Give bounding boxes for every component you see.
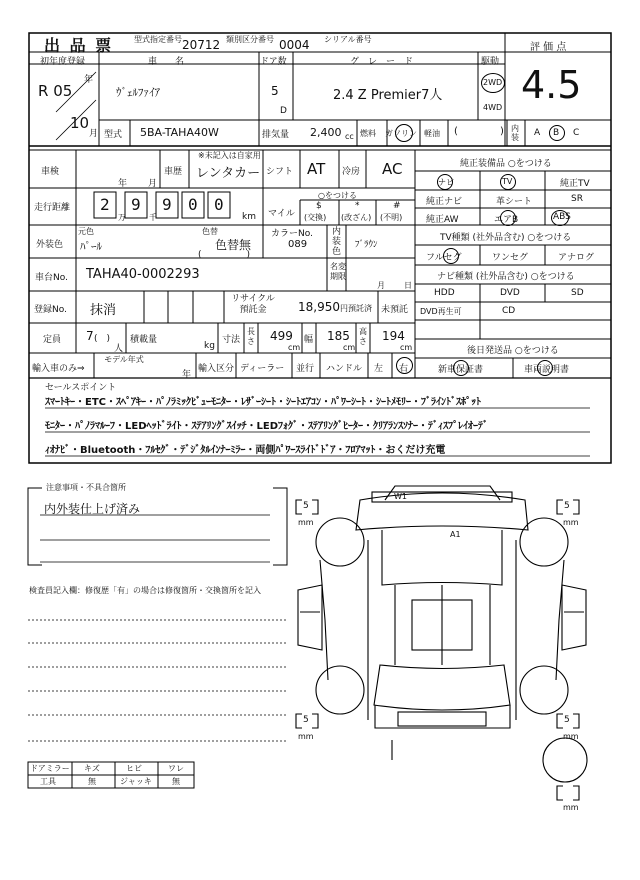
sales-line-1: ｽﾏｰﾄｷｰ・ETC・ｽﾍﾟｱｷｰ・ﾊﾟﾉﾗﾐｯｸﾋﾞｭｰﾓﾆﾀｰ・ﾚｻﾞｰｼｰﾄ・ｼｰﾄｴｱｺﾝ・ﾊﾟﾜｰｼｰﾄ・ｼｰﾄﾒﾓﾘｰ・ﾌﾞﾗｲﾝﾄﾞｽﾎﾟｯﾄ xyxy=(45,397,481,408)
car-name-value: ｳﾞｪﾙﾌｧｲｱ xyxy=(116,86,160,99)
equip-sr: SR xyxy=(571,194,583,204)
displacement-value: 2,400 xyxy=(310,126,342,139)
mileage-man: 万 xyxy=(118,213,126,222)
form-title: 出 品 票 xyxy=(44,36,114,55)
width-cm: cm xyxy=(343,343,356,352)
handle-left: 左 xyxy=(374,364,384,374)
usage-note: ※未記入は自家用 xyxy=(198,151,261,160)
equip-tv: TV xyxy=(502,177,513,186)
model-cert-number: 20712 xyxy=(182,38,221,52)
mileage-hash: # xyxy=(393,201,401,211)
tread-fr: 5 xyxy=(564,501,570,511)
handle-right: 右 xyxy=(399,364,409,374)
name-change-month: 月 xyxy=(377,281,385,290)
car-name-label: 車 名 xyxy=(148,57,185,67)
first-reg-year: R 05 xyxy=(38,82,73,100)
drive-2wd: 2WD xyxy=(483,78,503,87)
capacity-person: 人 xyxy=(114,344,124,354)
dvd-play-label: DVD再生可 xyxy=(420,307,462,316)
usage-label: 車歴 xyxy=(164,167,183,177)
equip-leather: 革シート xyxy=(496,197,533,207)
mileage-star: * xyxy=(355,201,360,211)
interior-color-value: ﾌﾞﾗｳﾝ xyxy=(355,240,378,250)
oil-paren-close: ) xyxy=(500,126,504,137)
inspection-month: 月 xyxy=(148,179,158,189)
notes-line-1: 内外装仕上げ済み xyxy=(44,502,141,516)
acc-door-mirror: ドアミラー xyxy=(30,764,70,773)
capacity-label: 定員 xyxy=(43,335,62,345)
navi-sd: SD xyxy=(571,288,584,298)
ac-label: 冷房 xyxy=(342,167,361,177)
oil-label: 軽油 xyxy=(424,129,440,138)
width-label: 幅 xyxy=(304,335,314,345)
post-warranty: 新車保証書 xyxy=(438,365,484,375)
tv-oneseg: ワンセグ xyxy=(492,253,529,263)
interior-c: C xyxy=(573,128,580,138)
doors-label: ドア数 xyxy=(260,57,287,67)
equip-genuine-aw: 純正AW xyxy=(426,215,459,225)
tread-rl-mm: mm xyxy=(298,732,314,741)
model-cert-label: 型式指定番号 xyxy=(134,35,182,44)
acc-scratch: キズ xyxy=(84,764,100,773)
fuel-label: 燃料 xyxy=(360,129,376,138)
registration-value: 抹消 xyxy=(90,303,117,318)
tread-rl: 5 xyxy=(303,715,309,725)
equip-genuine-navi: 純正ナビ xyxy=(426,197,463,207)
height-value: 194 xyxy=(382,329,405,343)
registration-label: 登録No. xyxy=(34,305,67,315)
dims-label: 寸法 xyxy=(222,335,241,345)
mileage-unknown: (不明) xyxy=(380,213,403,222)
sales-label: セールスポイント xyxy=(45,383,117,393)
import-parallel: 並行 xyxy=(296,364,315,374)
navi-header: ナビ種類 (社外品含む) ○をつける xyxy=(437,272,575,282)
mileage-label: 走行距離 xyxy=(34,203,71,213)
mileage-digit-5: 0 xyxy=(214,195,224,214)
name-change-day: 日 xyxy=(404,281,412,290)
notes-label: 注意事項・不具合箇所 xyxy=(46,483,126,492)
category-number: 0004 xyxy=(279,38,310,52)
score-label: 評 価 点 xyxy=(530,42,567,53)
tv-analog: アナログ xyxy=(558,253,595,263)
model-label: 型式 xyxy=(104,130,123,140)
tread-rr-mm: mm xyxy=(563,732,579,741)
recycle-unpaid: 未預託 xyxy=(381,305,409,315)
tread-spare-mm: mm xyxy=(563,803,579,812)
load-label: 積載量 xyxy=(130,335,158,345)
inspector-note: 検査員記入欄：修復歴「有」の場合は修復箇所・交換箇所を記入 xyxy=(29,586,261,595)
sales-line-2: ﾓﾆﾀｰ・ﾊﾟﾉﾗﾏﾙｰﾌ・LEDﾍｯﾄﾞﾗｲﾄ・ｽﾃｱﾘﾝｸﾞｽｲｯﾁ・LEDﾌｫｸﾞ・ｽﾃｱﾘﾝｸﾞﾋｰﾀｰ・ｸﾘｱﾗﾝｽｿﾅｰ・ﾃﾞｨｽﾌﾟﾚｲｵｰﾃﾞ xyxy=(45,421,489,432)
orig-color-value: ﾊﾟｰﾙ xyxy=(80,240,102,253)
sales-line-3: ｨｵﾅﾋﾞ・Bluetooth・ﾌﾙｾｸﾞ・ﾃﾞｼﾞﾀﾙｲﾝﾅｰﾐﾗｰ・両側ﾊﾟﾜｰｽﾗｲﾄﾞﾄﾞｱ・ﾌﾛｱﾏｯﾄ・おくだけ充電 xyxy=(45,445,446,456)
capacity-value: 7 xyxy=(86,329,94,343)
car-diagram xyxy=(296,486,587,800)
mileage-digit-2: 9 xyxy=(131,195,141,214)
length-value: 499 xyxy=(270,329,293,343)
oil-paren: ( xyxy=(454,126,458,137)
width-value: 185 xyxy=(327,329,350,343)
capacity-paren: ( ) xyxy=(94,334,111,344)
month-unit: 月 xyxy=(89,129,99,139)
acc-crack: ヒビ xyxy=(126,764,142,773)
orig-color-label: 元色 xyxy=(78,227,94,236)
handle-label: ハンドル xyxy=(326,364,363,374)
recycle-amount: 18,950 xyxy=(298,300,340,314)
mileage-sen: 千 xyxy=(149,213,157,222)
category-label: 類別区分番号 xyxy=(226,35,274,44)
import-class-label: 輸入区分 xyxy=(198,364,235,374)
equip-navi: ナビ xyxy=(438,178,454,187)
first-reg-month: 10 xyxy=(70,114,90,132)
mileage-km: km xyxy=(242,212,256,222)
length-label: 長さ xyxy=(247,327,255,346)
model-year-unit: 年 xyxy=(182,370,192,380)
tread-fl: 5 xyxy=(303,501,309,511)
post-header: 後日発送品 ○をつける xyxy=(467,346,559,356)
displacement-label: 排気量 xyxy=(262,130,290,140)
recycle-label: リサイクル預託金 xyxy=(231,294,275,315)
year-unit: 年 xyxy=(84,75,94,85)
drive-label: 駆動 xyxy=(481,57,500,67)
model-value: 5BA-TAHA40W xyxy=(140,126,219,139)
mileage-dollar: $ xyxy=(316,201,322,211)
inspection-year: 年 xyxy=(118,179,128,189)
import-label: 輸入車のみ⇒ xyxy=(32,364,85,374)
acc-jack: ジャッキ xyxy=(120,777,152,786)
recycle-unit: 円預託済 xyxy=(340,304,372,313)
interior-b: B xyxy=(553,128,560,138)
interior-label: 内装 xyxy=(511,124,519,142)
chassis-label: 車台No. xyxy=(35,273,68,283)
tread-fl-mm: mm xyxy=(298,518,314,527)
navi-dvd: DVD xyxy=(500,288,520,298)
acc-tools-value: 無 xyxy=(88,777,96,786)
equip-abs: ABS xyxy=(553,212,571,222)
diagram-w1: W1 xyxy=(394,492,407,501)
acc-tools: 工具 xyxy=(40,777,56,786)
height-label: 高さ xyxy=(359,327,367,346)
door-suffix: D xyxy=(280,106,287,116)
mileage-digit-3: 9 xyxy=(162,195,172,214)
import-dealer: ディーラー xyxy=(240,364,285,374)
paint-value: 色替無 xyxy=(215,238,252,252)
tread-fr-mm: mm xyxy=(563,518,579,527)
color-code-label: カラーNo. xyxy=(271,229,313,239)
grade-value: 2.4 Z Premier7人 xyxy=(333,88,443,103)
navi-hdd: HDD xyxy=(434,288,455,298)
height-cm: cm xyxy=(400,343,413,352)
usage-value: レンタカー xyxy=(196,166,261,181)
mileage-altered: (改ざん) xyxy=(341,213,372,222)
length-cm: cm xyxy=(288,343,301,352)
mileage-exchange: (交換) xyxy=(304,213,327,222)
post-manual: 車両説明書 xyxy=(524,365,570,375)
mileage-digit-1: 2 xyxy=(100,195,110,214)
acc-jack-value: 無 xyxy=(172,777,180,786)
serial-label: シリアル番号 xyxy=(324,35,372,44)
first-reg-label: 初年度登録 xyxy=(40,57,86,67)
mileage-digit-4: 0 xyxy=(188,195,198,214)
acc-break: ワレ xyxy=(168,764,184,773)
color-code-value: 089 xyxy=(288,239,308,250)
mileage-mile: マイル xyxy=(268,209,295,219)
equipment-header: 純正装備品 ○をつける xyxy=(460,159,552,169)
paint-paren: ( ) xyxy=(198,250,251,260)
tread-rr: 5 xyxy=(564,715,570,725)
dvd-cd: CD xyxy=(502,306,516,316)
diagram-a1: A1 xyxy=(450,530,461,539)
ac-value: AC xyxy=(382,160,403,178)
tv-header: TV種類 (社外品含む) ○をつける xyxy=(440,233,572,243)
paint-label: 色替 xyxy=(202,227,218,236)
cc-unit: cc xyxy=(345,132,354,141)
color-label: 外装色 xyxy=(36,240,64,250)
shift-label: シフト xyxy=(266,167,294,177)
model-year-label: モデル年式 xyxy=(104,355,144,364)
doors-value: 5 xyxy=(271,84,279,98)
interior-color-label: 内装色 xyxy=(332,227,342,257)
fuel-gasoline: ガソリン xyxy=(385,129,417,138)
mileage-mark-note: ○をつける xyxy=(318,191,357,200)
equip-genuine-tv: 純正TV xyxy=(560,179,590,189)
drive-4wd: 4WD xyxy=(483,103,503,112)
tv-fullseg: フルセグ xyxy=(426,253,462,263)
inspection-label: 車検 xyxy=(41,167,60,177)
grade-label: グ レ ー ド xyxy=(350,57,414,67)
equip-airbag: エアB xyxy=(494,215,519,225)
chassis-value: TAHA40-0002293 xyxy=(86,267,200,282)
name-change-label: 名変期限 xyxy=(330,262,346,281)
interior-a: A xyxy=(534,128,541,138)
shift-value: AT xyxy=(307,160,326,178)
score-value: 4.5 xyxy=(521,63,582,107)
load-kg: kg xyxy=(204,341,215,351)
